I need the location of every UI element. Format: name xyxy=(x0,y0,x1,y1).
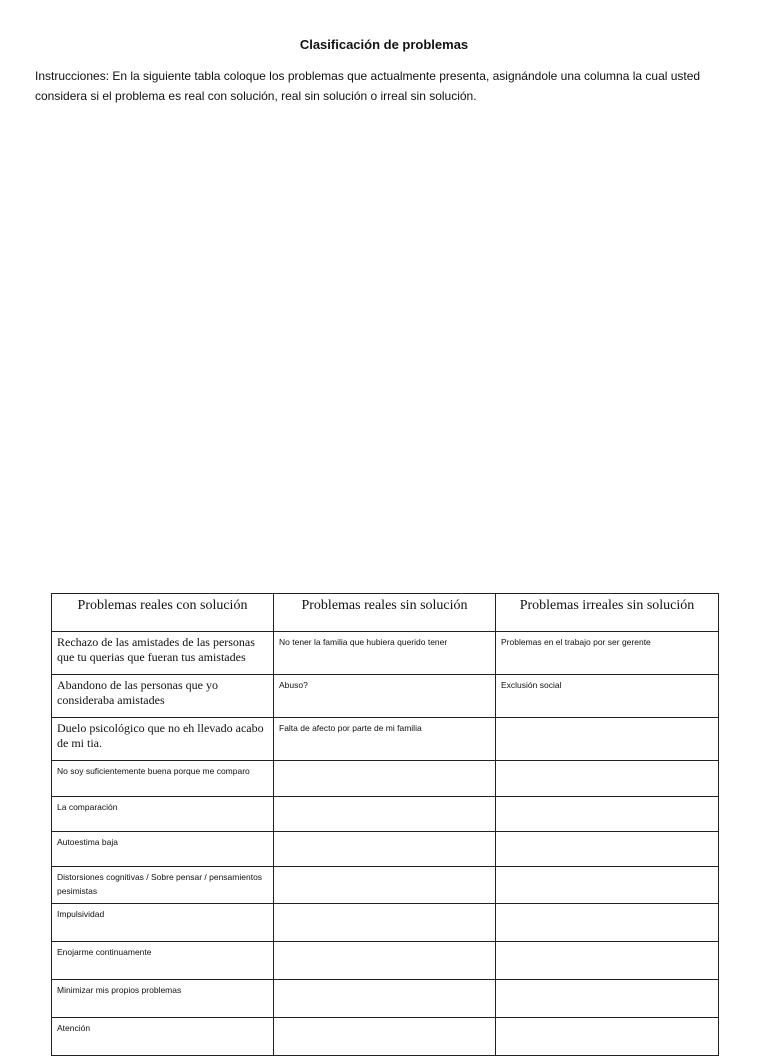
table-cell xyxy=(496,867,719,904)
table-row xyxy=(52,797,719,832)
table-row xyxy=(52,980,719,1018)
table-cell xyxy=(496,904,719,942)
header-irreales-sin-solucion: Problemas irreales sin solución xyxy=(496,594,719,632)
table-cell: La comparación xyxy=(52,797,274,832)
table-cell xyxy=(496,942,719,980)
table-cell: Enojarme continuamente xyxy=(52,942,274,980)
table-row xyxy=(52,632,719,675)
table-cell: Distorsiones cognitivas / Sobre pensar / pensamientos pesimistas xyxy=(52,867,274,904)
header-reales-sin-solucion: Problemas reales sin solución xyxy=(274,594,496,632)
table-cell xyxy=(274,942,496,980)
header-reales-con-solucion: Problemas reales con solución xyxy=(52,594,274,632)
table-cell: Abuso? xyxy=(274,675,496,718)
table-cell: Falta de afecto por parte de mi familia xyxy=(274,718,496,761)
table-row xyxy=(52,867,719,904)
table-cell xyxy=(496,832,719,867)
table-cell xyxy=(274,832,496,867)
table-cell xyxy=(274,761,496,797)
table-row xyxy=(52,942,719,980)
problems-table xyxy=(51,593,719,1056)
table-header-row xyxy=(52,594,719,632)
table-cell xyxy=(274,867,496,904)
table-cell: Rechazo de las amistades de las personas que tu querias que fueran tus amistades xyxy=(52,632,274,675)
table-cell: Autoestima baja xyxy=(52,832,274,867)
table-row xyxy=(52,904,719,942)
table-row xyxy=(52,675,719,718)
table-row xyxy=(52,761,719,797)
table-cell: No soy suficientemente buena porque me comparo xyxy=(52,761,274,797)
table-cell xyxy=(496,718,719,761)
table-cell xyxy=(274,980,496,1018)
table-cell xyxy=(496,980,719,1018)
table-row xyxy=(52,1018,719,1056)
table-cell xyxy=(274,904,496,942)
table-cell: No tener la familia que hubiera querido tener xyxy=(274,632,496,675)
table-cell: Atención xyxy=(52,1018,274,1056)
table-cell: Duelo psicológico que no eh llevado acabo de mi tia. xyxy=(52,718,274,761)
table-cell xyxy=(274,797,496,832)
table-row xyxy=(52,832,719,867)
table-cell: Abandono de las personas que yo consideraba amistades xyxy=(52,675,274,718)
table-row xyxy=(52,718,719,761)
table-cell: Impulsividad xyxy=(52,904,274,942)
table-cell: Minimizar mis propios problemas xyxy=(52,980,274,1018)
table-cell: Exclusión social xyxy=(496,675,719,718)
table-cell xyxy=(496,761,719,797)
instructions-text: Instrucciones: En la siguiente tabla coloque los problemas que actualmente presenta, asignándole una columna la cual usted considera si el problema es real con solución, real sin solución o irreal sin solución. xyxy=(35,69,701,103)
table-cell xyxy=(274,1018,496,1056)
table-cell xyxy=(496,797,719,832)
table-cell: Problemas en el trabajo por ser gerente xyxy=(496,632,719,675)
page-title: Clasificación de problemas xyxy=(299,37,469,52)
table-cell xyxy=(496,1018,719,1056)
